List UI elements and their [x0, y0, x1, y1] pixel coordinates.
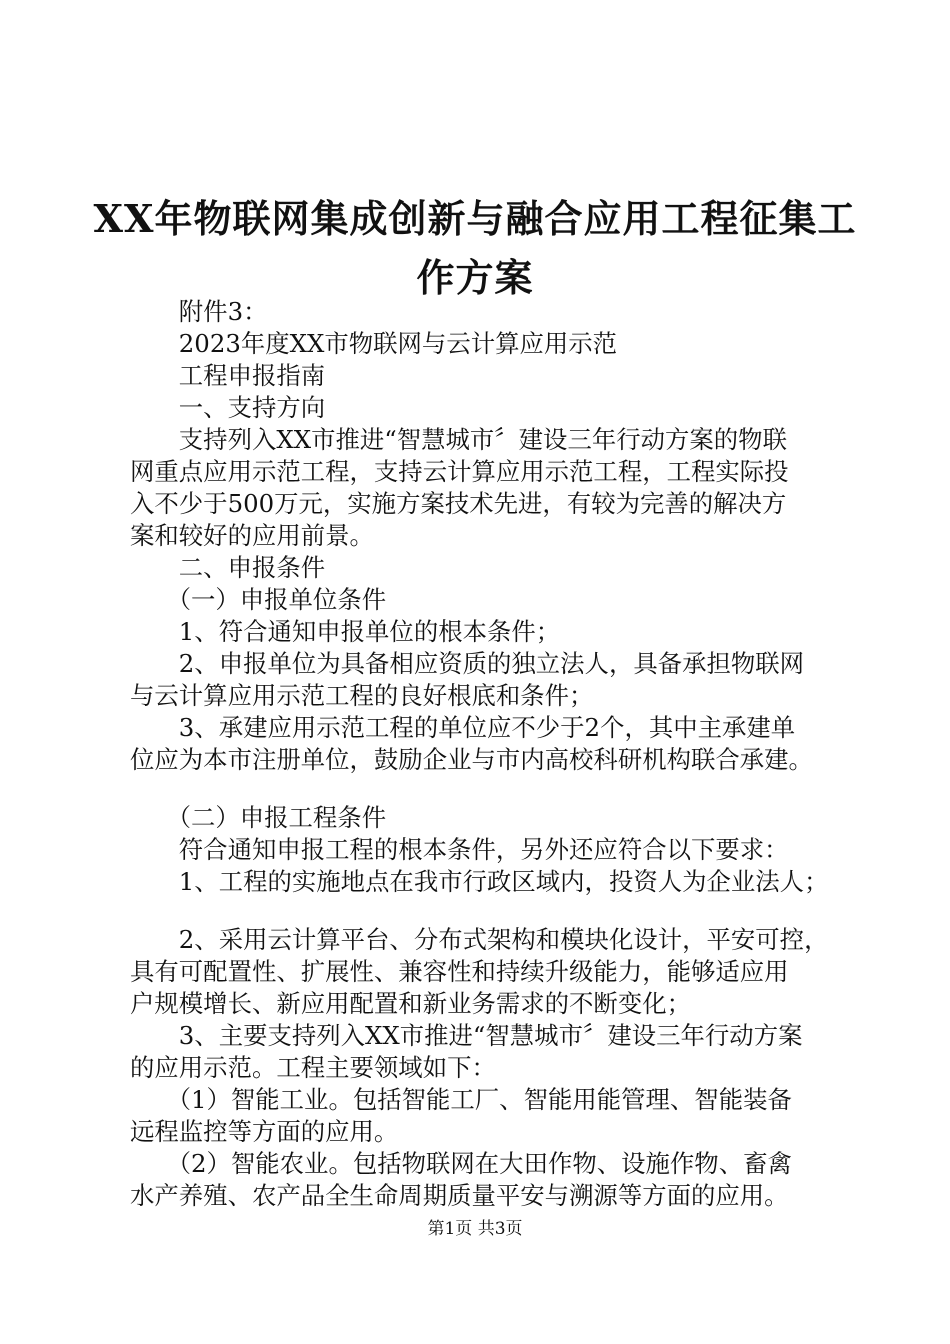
- section-heading: 一、支持方向: [130, 393, 326, 422]
- body-line: （1）智能工业。包括智能工厂、智能用能管理、智能装备: [130, 1085, 792, 1114]
- body-line: 2023年度XX市物联网与云计算应用示范: [130, 329, 618, 358]
- body-line: 案和较好的应用前景。: [130, 521, 374, 550]
- subsection-heading: （二）申报工程条件: [130, 803, 387, 832]
- body-line: 位应为本市注册单位，鼓励企业与市内高校科研机构联合承建。: [130, 745, 813, 774]
- body-line: 户规模增长、新应用配置和新业务需求的不断变化；: [130, 989, 691, 1018]
- page-number-footer: 第1页 共3页: [427, 1219, 523, 1239]
- body-line: 2、采用云计算平台、分布式架构和模块化设计，平安可控，: [130, 925, 829, 954]
- body-line: 附件3：: [130, 297, 268, 326]
- document-title-line-1: XX年物联网集成创新与融合应用工程征集工: [93, 196, 857, 241]
- body-line: 水产养殖、农产品全生命周期质量平安与溯源等方面的应用。: [130, 1181, 789, 1210]
- body-line: 具有可配置性、扩展性、兼容性和持续升级能力，能够适应用: [130, 957, 789, 986]
- body-line: （2）智能农业。包括物联网在大田作物、设施作物、畜禽: [130, 1149, 792, 1178]
- body-line: 3、主要支持列入XX市推进“智慧城市〞建设三年行动方案: [130, 1021, 803, 1050]
- body-line: 1、工程的实施地点在我市行政区域内，投资人为企业法人；: [130, 867, 829, 896]
- body-line: 与云计算应用示范工程的良好根底和条件；: [130, 681, 594, 710]
- section-heading: 二、申报条件: [130, 553, 326, 582]
- body-line: 工程申报指南: [130, 361, 326, 390]
- body-line: 2、申报单位为具备相应资质的独立法人，具备承担物联网: [130, 649, 805, 678]
- body-line: 网重点应用示范工程，支持云计算应用示范工程，工程实际投: [130, 457, 789, 486]
- body-line: 的应用示范。工程主要领域如下：: [130, 1053, 496, 1082]
- body-line: 远程监控等方面的应用。: [130, 1117, 399, 1146]
- body-line: 1、符合通知申报单位的根本条件；: [130, 617, 561, 646]
- subsection-heading: （一）申报单位条件: [130, 585, 387, 614]
- body-line: 入不少于500万元，实施方案技术先进，有较为完善的解决方: [130, 489, 787, 518]
- body-line: 3、承建应用示范工程的单位应不少于2个，其中主承建单: [130, 713, 796, 742]
- body-line: 支持列入XX市推进“智慧城市〞建设三年行动方案的物联: [130, 425, 787, 454]
- document-title-line-2: 作方案: [416, 255, 534, 300]
- body-line: 符合通知申报工程的根本条件，另外还应符合以下要求：: [130, 835, 789, 864]
